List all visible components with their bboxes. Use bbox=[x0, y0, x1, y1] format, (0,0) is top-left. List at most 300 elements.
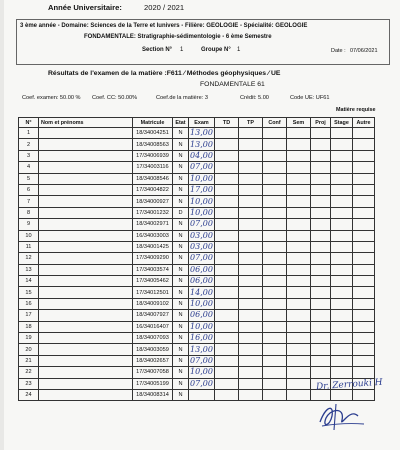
table-row bbox=[19, 241, 375, 252]
row-conf bbox=[263, 355, 287, 366]
row-proj bbox=[311, 162, 331, 173]
row-proj bbox=[311, 264, 331, 275]
row-exam-grade: 16,00 bbox=[190, 333, 213, 343]
program-line-1: 3 ème année - Domaine: Sciences de la Terre et lunivers - Filière: GEOLOGIE - Spécialité: GEOLOGIE bbox=[20, 23, 308, 29]
row-exam-grade: 13,00 bbox=[190, 139, 213, 149]
row-etat: N bbox=[173, 378, 189, 389]
row-exam-grade: 03,00 bbox=[190, 242, 213, 252]
row-autre bbox=[353, 196, 375, 207]
row-matricule: 18/34004251 bbox=[133, 128, 173, 139]
student-name bbox=[39, 253, 133, 264]
row-matricule: 18/34008563 bbox=[133, 139, 173, 150]
row-exam-grade: 07,00 bbox=[190, 162, 213, 172]
row-tp bbox=[239, 310, 263, 321]
row-exam-grade: 10,00 bbox=[190, 196, 213, 206]
row-sem bbox=[287, 230, 311, 241]
row-stage bbox=[331, 128, 353, 139]
row-etat: N bbox=[173, 389, 189, 400]
table-row bbox=[19, 276, 375, 287]
row-matricule: 17/34007058 bbox=[133, 367, 173, 378]
student-name bbox=[39, 162, 133, 173]
row-td bbox=[215, 264, 239, 275]
row-td bbox=[215, 355, 239, 366]
row-sem bbox=[287, 389, 311, 400]
student-name bbox=[39, 389, 133, 400]
col-header-sem: Sem bbox=[287, 118, 311, 128]
row-tp bbox=[239, 150, 263, 161]
row-number: 13 bbox=[19, 264, 39, 275]
row-proj bbox=[311, 355, 331, 366]
row-exam-grade: 13,00 bbox=[190, 128, 213, 138]
row-matricule: 18/34001425 bbox=[133, 241, 173, 252]
row-matricule: 18/34007927 bbox=[133, 310, 173, 321]
row-stage bbox=[331, 196, 353, 207]
row-stage bbox=[331, 253, 353, 264]
row-stage bbox=[331, 367, 353, 378]
row-td bbox=[215, 253, 239, 264]
row-stage bbox=[331, 139, 353, 150]
row-stage bbox=[331, 298, 353, 309]
col-header-exam: Exam bbox=[189, 118, 215, 128]
row-conf bbox=[263, 367, 287, 378]
table-row bbox=[19, 173, 375, 184]
row-autre bbox=[353, 298, 375, 309]
row-number: 3 bbox=[19, 150, 39, 161]
coef-matiere: Coef.de la matière: 3 bbox=[156, 95, 208, 101]
row-matricule: 17/34006939 bbox=[133, 150, 173, 161]
row-tp bbox=[239, 264, 263, 275]
row-autre bbox=[353, 150, 375, 161]
student-name bbox=[39, 276, 133, 287]
row-sem bbox=[287, 310, 311, 321]
row-sem bbox=[287, 355, 311, 366]
student-name bbox=[39, 344, 133, 355]
row-matricule: 17/34003116 bbox=[133, 162, 173, 173]
row-conf bbox=[263, 219, 287, 230]
row-number: 11 bbox=[19, 241, 39, 252]
row-matricule: 17/34004822 bbox=[133, 184, 173, 195]
row-conf bbox=[263, 276, 287, 287]
table-row bbox=[19, 355, 375, 366]
row-etat: D bbox=[173, 207, 189, 218]
table-row bbox=[19, 184, 375, 195]
row-autre bbox=[353, 241, 375, 252]
row-sem bbox=[287, 128, 311, 139]
row-etat: N bbox=[173, 287, 189, 298]
row-number: 24 bbox=[19, 389, 39, 400]
academic-year-label: Année Universitaire: bbox=[48, 3, 122, 12]
row-stage bbox=[331, 207, 353, 218]
row-conf bbox=[263, 184, 287, 195]
row-autre bbox=[353, 230, 375, 241]
handwritten-signature bbox=[312, 400, 368, 434]
row-number: 9 bbox=[19, 219, 39, 230]
row-conf bbox=[263, 378, 287, 389]
row-conf bbox=[263, 253, 287, 264]
row-proj bbox=[311, 310, 331, 321]
row-stage bbox=[331, 150, 353, 161]
row-sem bbox=[287, 344, 311, 355]
row-conf bbox=[263, 264, 287, 275]
row-matricule: 17/34009290 bbox=[133, 253, 173, 264]
row-etat: N bbox=[173, 241, 189, 252]
student-name bbox=[39, 264, 133, 275]
row-stage bbox=[331, 310, 353, 321]
row-td bbox=[215, 389, 239, 400]
row-matricule: 16/34016407 bbox=[133, 321, 173, 332]
row-tp bbox=[239, 230, 263, 241]
row-autre bbox=[353, 367, 375, 378]
table-header-row bbox=[19, 118, 375, 128]
row-tp bbox=[239, 333, 263, 344]
row-tp bbox=[239, 355, 263, 366]
row-etat: N bbox=[173, 196, 189, 207]
row-autre bbox=[353, 162, 375, 173]
row-td bbox=[215, 298, 239, 309]
student-name bbox=[39, 241, 133, 252]
student-name bbox=[39, 139, 133, 150]
row-autre bbox=[353, 173, 375, 184]
row-autre bbox=[353, 333, 375, 344]
row-tp bbox=[239, 344, 263, 355]
row-etat: N bbox=[173, 333, 189, 344]
row-tp bbox=[239, 321, 263, 332]
table-row bbox=[19, 230, 375, 241]
row-sem bbox=[287, 173, 311, 184]
row-td bbox=[215, 207, 239, 218]
coef-exam: Coef. examen: 50.00 % bbox=[22, 95, 81, 101]
row-conf bbox=[263, 139, 287, 150]
row-td bbox=[215, 367, 239, 378]
row-sem bbox=[287, 276, 311, 287]
student-name bbox=[39, 355, 133, 366]
row-matricule: 17/34001232 bbox=[133, 207, 173, 218]
row-conf bbox=[263, 310, 287, 321]
row-number: 4 bbox=[19, 162, 39, 173]
row-exam-grade: 10,00 bbox=[190, 367, 213, 377]
col-header-number: N° bbox=[19, 118, 39, 128]
row-td bbox=[215, 276, 239, 287]
row-etat: N bbox=[173, 298, 189, 309]
row-conf bbox=[263, 344, 287, 355]
row-matricule: 17/34005199 bbox=[133, 378, 173, 389]
table-row bbox=[19, 367, 375, 378]
student-name bbox=[39, 287, 133, 298]
row-stage bbox=[331, 333, 353, 344]
date-value: 07/06/2021 bbox=[350, 48, 378, 54]
student-name bbox=[39, 150, 133, 161]
row-etat: N bbox=[173, 321, 189, 332]
row-td bbox=[215, 173, 239, 184]
student-name bbox=[39, 128, 133, 139]
row-etat: N bbox=[173, 230, 189, 241]
row-stage bbox=[331, 321, 353, 332]
row-proj bbox=[311, 184, 331, 195]
row-sem bbox=[287, 367, 311, 378]
row-td bbox=[215, 241, 239, 252]
row-stage bbox=[331, 344, 353, 355]
row-number: 14 bbox=[19, 276, 39, 287]
program-line-2: FONDAMENTALE: Stratigraphie-sédimentologie - 6 ème Semestre bbox=[84, 34, 272, 40]
row-stage bbox=[331, 173, 353, 184]
row-autre bbox=[353, 139, 375, 150]
row-td bbox=[215, 184, 239, 195]
row-sem bbox=[287, 162, 311, 173]
row-sem bbox=[287, 321, 311, 332]
row-td bbox=[215, 139, 239, 150]
row-number: 5 bbox=[19, 173, 39, 184]
row-number: 8 bbox=[19, 207, 39, 218]
code-ue: Code UE: UF61 bbox=[290, 95, 330, 101]
row-proj bbox=[311, 207, 331, 218]
row-stage bbox=[331, 184, 353, 195]
section-label: Section N° bbox=[142, 47, 173, 53]
row-tp bbox=[239, 184, 263, 195]
col-header-autre: Autre bbox=[353, 118, 375, 128]
row-proj bbox=[311, 276, 331, 287]
row-number: 21 bbox=[19, 355, 39, 366]
row-number: 7 bbox=[19, 196, 39, 207]
row-exam-grade: 04,00 bbox=[190, 150, 213, 160]
row-conf bbox=[263, 207, 287, 218]
grades-table bbox=[18, 117, 375, 401]
row-sem bbox=[287, 378, 311, 389]
student-name bbox=[39, 298, 133, 309]
row-td bbox=[215, 128, 239, 139]
row-sem bbox=[287, 264, 311, 275]
table-row bbox=[19, 287, 375, 298]
row-proj bbox=[311, 230, 331, 241]
row-etat: N bbox=[173, 264, 189, 275]
row-stage bbox=[331, 230, 353, 241]
row-matricule: 18/34008314 bbox=[133, 389, 173, 400]
row-autre bbox=[353, 344, 375, 355]
row-proj bbox=[311, 173, 331, 184]
row-stage bbox=[331, 287, 353, 298]
table-row bbox=[19, 196, 375, 207]
matiere-requise: Matière requise bbox=[336, 107, 376, 113]
row-stage bbox=[331, 241, 353, 252]
student-name bbox=[39, 184, 133, 195]
row-etat: N bbox=[173, 276, 189, 287]
row-number: 6 bbox=[19, 184, 39, 195]
row-autre bbox=[353, 355, 375, 366]
row-td bbox=[215, 344, 239, 355]
row-proj bbox=[311, 298, 331, 309]
table-row bbox=[19, 298, 375, 309]
row-tp bbox=[239, 196, 263, 207]
row-conf bbox=[263, 241, 287, 252]
row-conf bbox=[263, 150, 287, 161]
row-proj bbox=[311, 253, 331, 264]
row-conf bbox=[263, 196, 287, 207]
row-autre bbox=[353, 253, 375, 264]
row-tp bbox=[239, 367, 263, 378]
row-conf bbox=[263, 333, 287, 344]
student-name bbox=[39, 378, 133, 389]
row-tp bbox=[239, 219, 263, 230]
row-proj bbox=[311, 196, 331, 207]
row-autre bbox=[353, 276, 375, 287]
row-number: 2 bbox=[19, 139, 39, 150]
col-header-name: Nom et prénoms bbox=[39, 118, 133, 128]
row-number: 15 bbox=[19, 287, 39, 298]
row-matricule: 18/34003059 bbox=[133, 344, 173, 355]
student-name bbox=[39, 310, 133, 321]
row-conf bbox=[263, 173, 287, 184]
row-sem bbox=[287, 207, 311, 218]
row-number: 19 bbox=[19, 333, 39, 344]
row-sem bbox=[287, 298, 311, 309]
row-number: 23 bbox=[19, 378, 39, 389]
row-exam-grade: 10,00 bbox=[190, 321, 213, 331]
row-sem bbox=[287, 196, 311, 207]
table-row bbox=[19, 344, 375, 355]
credit: Crédit: 5.00 bbox=[240, 95, 269, 101]
row-td bbox=[215, 333, 239, 344]
row-sem bbox=[287, 287, 311, 298]
row-proj bbox=[311, 219, 331, 230]
row-conf bbox=[263, 128, 287, 139]
row-etat: N bbox=[173, 173, 189, 184]
row-matricule: 17/34012501 bbox=[133, 287, 173, 298]
row-exam-grade: 13,00 bbox=[190, 344, 213, 354]
results-title: Résultats de l'examen de la matière :F611 ⁄ Méthodes géophysiques ⁄ UE bbox=[48, 70, 281, 77]
row-proj bbox=[311, 287, 331, 298]
academic-year-value: 2020 / 2021 bbox=[144, 3, 185, 12]
row-number: 22 bbox=[19, 367, 39, 378]
col-header-td: TD bbox=[215, 118, 239, 128]
row-proj bbox=[311, 344, 331, 355]
table-row bbox=[19, 162, 375, 173]
row-matricule: 18/34009102 bbox=[133, 298, 173, 309]
row-number: 1 bbox=[19, 128, 39, 139]
results-subtitle: FONDAMENTALE 61 bbox=[200, 81, 265, 88]
row-conf bbox=[263, 162, 287, 173]
coef-cc: Coef. CC: 50.00% bbox=[92, 95, 138, 101]
row-autre bbox=[353, 310, 375, 321]
row-stage bbox=[331, 162, 353, 173]
row-etat: N bbox=[173, 219, 189, 230]
row-exam-grade: 06,00 bbox=[190, 264, 213, 274]
row-autre bbox=[353, 321, 375, 332]
table-row bbox=[19, 139, 375, 150]
row-etat: N bbox=[173, 128, 189, 139]
row-stage bbox=[331, 219, 353, 230]
row-etat: N bbox=[173, 355, 189, 366]
row-number: 20 bbox=[19, 344, 39, 355]
row-exam-grade: 17,00 bbox=[190, 185, 213, 195]
row-matricule: 18/34002971 bbox=[133, 219, 173, 230]
row-autre bbox=[353, 184, 375, 195]
row-exam-grade: 03,00 bbox=[190, 230, 213, 240]
row-td bbox=[215, 219, 239, 230]
col-header-proj: Proj bbox=[311, 118, 331, 128]
row-matricule: 18/34000927 bbox=[133, 196, 173, 207]
col-header-etat: Etat bbox=[173, 118, 189, 128]
row-tp bbox=[239, 241, 263, 252]
row-etat: N bbox=[173, 253, 189, 264]
row-td bbox=[215, 378, 239, 389]
col-header-conf: Conf bbox=[263, 118, 287, 128]
row-sem bbox=[287, 333, 311, 344]
row-td bbox=[215, 162, 239, 173]
row-tp bbox=[239, 128, 263, 139]
row-number: 18 bbox=[19, 321, 39, 332]
row-proj bbox=[311, 333, 331, 344]
row-exam-grade: 07,00 bbox=[190, 253, 213, 263]
row-proj bbox=[311, 367, 331, 378]
row-sem bbox=[287, 150, 311, 161]
row-exam-grade: 10,00 bbox=[190, 299, 213, 309]
row-exam-grade: 07,00 bbox=[190, 356, 213, 365]
row-number: 10 bbox=[19, 230, 39, 241]
row-etat: N bbox=[173, 344, 189, 355]
row-tp bbox=[239, 389, 263, 400]
row-matricule: 16/34003003 bbox=[133, 230, 173, 241]
row-exam-grade: 06,00 bbox=[190, 310, 213, 320]
row-stage bbox=[331, 355, 353, 366]
table-row bbox=[19, 150, 375, 161]
student-name bbox=[39, 230, 133, 241]
row-conf bbox=[263, 321, 287, 332]
section-value: 1 bbox=[180, 47, 184, 53]
student-name bbox=[39, 367, 133, 378]
row-td bbox=[215, 196, 239, 207]
row-etat: N bbox=[173, 184, 189, 195]
table-row bbox=[19, 128, 375, 139]
row-etat: N bbox=[173, 310, 189, 321]
row-number: 12 bbox=[19, 253, 39, 264]
table-row bbox=[19, 253, 375, 264]
row-sem bbox=[287, 253, 311, 264]
row-autre bbox=[353, 264, 375, 275]
row-exam-grade: 14,00 bbox=[190, 287, 213, 297]
row-td bbox=[215, 150, 239, 161]
table-row bbox=[19, 207, 375, 218]
row-proj bbox=[311, 241, 331, 252]
row-td bbox=[215, 321, 239, 332]
row-td bbox=[215, 310, 239, 321]
row-matricule: 17/34003574 bbox=[133, 264, 173, 275]
row-autre bbox=[353, 207, 375, 218]
row-matricule: 18/34002657 bbox=[133, 355, 173, 366]
row-autre bbox=[353, 287, 375, 298]
row-autre bbox=[353, 219, 375, 230]
row-tp bbox=[239, 287, 263, 298]
row-tp bbox=[239, 173, 263, 184]
document-sheet bbox=[4, 0, 400, 450]
row-exam-grade: 07,00 bbox=[190, 219, 213, 229]
row-sem bbox=[287, 139, 311, 150]
row-conf bbox=[263, 287, 287, 298]
student-name bbox=[39, 219, 133, 230]
row-matricule: 18/34008546 bbox=[133, 173, 173, 184]
row-exam-grade: 06,00 bbox=[190, 276, 213, 286]
row-matricule: 18/34007093 bbox=[133, 333, 173, 344]
row-sem bbox=[287, 219, 311, 230]
row-tp bbox=[239, 139, 263, 150]
groupe-label: Groupe N° bbox=[201, 47, 231, 53]
col-header-stage: Stage bbox=[331, 118, 353, 128]
student-name bbox=[39, 173, 133, 184]
row-proj bbox=[311, 139, 331, 150]
row-tp bbox=[239, 276, 263, 287]
table-row bbox=[19, 264, 375, 275]
signatory-name: Dr. Zerrouki H bbox=[315, 377, 383, 393]
date-label: Date : bbox=[331, 48, 346, 54]
row-etat: N bbox=[173, 139, 189, 150]
